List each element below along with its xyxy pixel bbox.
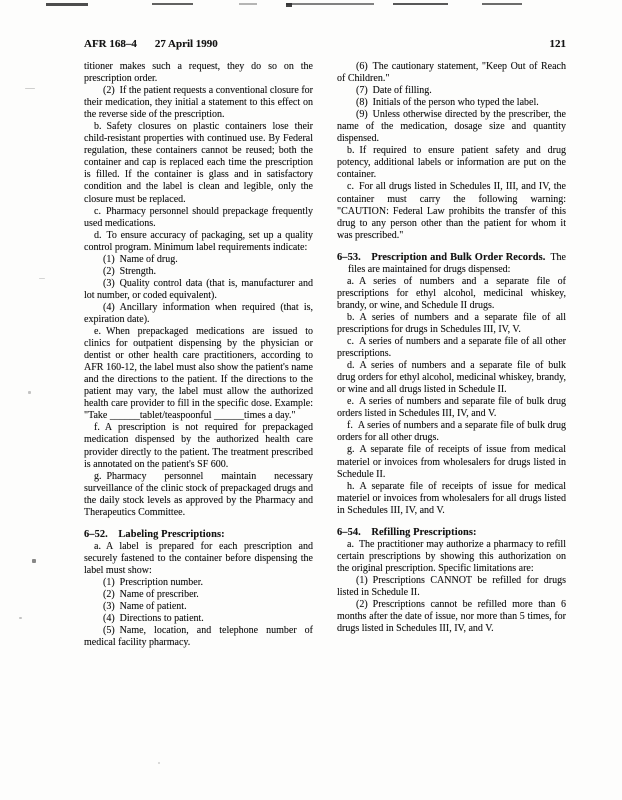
paragraph — [337, 539, 566, 575]
paragraph-text: (1) Prescriptions CANNOT be refilled for drugs listed in Schedule II. — [337, 574, 566, 598]
scan-speck — [32, 559, 36, 563]
paragraph — [84, 278, 313, 302]
heading-text: 6–53. Prescription and Bulk Order Records. — [337, 251, 546, 263]
scan-artifact — [239, 3, 257, 5]
right-column — [337, 61, 566, 649]
paragraph — [84, 541, 313, 577]
paragraph-text: (6) The cautionary statement, "Keep Out of Reach of Children." — [337, 61, 566, 85]
paragraph-text: h. A separate file of receipts of issue for medical materiel or invoices from wholesalers for all drugs listed in Schedules III, IV, and V. — [337, 480, 566, 516]
scan-artifact — [46, 3, 88, 6]
paragraph-text: e. When prepackaged medications are issued to clinics for outpatient dispensing by the physician or dentist or other health care practitioners, according to AFR 160-12, the label must also show the patient's name and the directions to the patient. If the directions to the patient may vary, the label must allow the authorized health care provider to fill in the specific dose. Example: "Take ______tablet/teaspoonful ______times a day." — [84, 326, 313, 422]
paragraph-text: (7) Date of filling. — [356, 85, 432, 97]
paragraph-text: b. A series of numbers and a separate file of all prescriptions for drugs in Schedules III, IV, V. — [337, 311, 566, 335]
scan-speck — [39, 278, 45, 279]
paragraph — [84, 85, 313, 121]
regulation-number: AFR 168–4 — [84, 38, 137, 50]
section-heading — [337, 527, 566, 539]
heading-text: 6–52. Labeling Prescriptions: — [84, 528, 225, 540]
paragraph — [84, 613, 313, 625]
paragraph-text: a. A label is prepared for each prescription and securely fastened to the container before dispensing the label must show: — [84, 540, 313, 576]
paragraph-text: (2) Prescriptions cannot be refilled more than 6 months after the date of issue, nor more than 5 times, for drugs listed in Schedules III, IV, and V. — [337, 599, 566, 635]
paragraph — [337, 599, 566, 635]
paragraph-text: c. For all drugs listed in Schedules II, III, and IV, the container must carry the following warning: "CAUTION: Federal Law prohibits the transfer of this drug to any person other than the patient for whom it was prescribed." — [337, 181, 566, 241]
paragraph — [84, 589, 313, 601]
paragraph-text: c. A series of numbers and a separate file of all other prescriptions. — [337, 336, 566, 360]
paragraph-text: (3) Name of patient. — [103, 601, 187, 613]
paragraph — [337, 360, 566, 396]
paragraph-text: g. A separate file of receipts of issue from medical materiel or invoices from wholesalers for drugs listed in Schedule II. — [337, 444, 566, 480]
paragraph-text: (8) Initials of the person who typed the label. — [356, 97, 539, 109]
paragraph-text: g. Pharmacy personnel maintain necessary surveillance of the clinic stock of prepackaged drugs and the daily stock levels as approved by the Pharmacy and Therapeutics Committee. — [84, 470, 313, 518]
paragraph — [84, 302, 313, 326]
paragraph-text: c. Pharmacy personnel should prepackage frequently used medications. — [84, 205, 313, 229]
paragraph — [84, 254, 313, 266]
paragraph — [84, 61, 313, 85]
paragraph — [337, 444, 566, 480]
section-heading — [84, 529, 313, 541]
paragraph-text: (9) Unless otherwise directed by the prescriber, the name of the medication, dosage size and quantity dispensed. — [337, 109, 566, 145]
paragraph — [84, 625, 313, 649]
header-date: 27 April 1990 — [154, 38, 218, 50]
paragraph — [84, 601, 313, 613]
paragraph-text: (3) Quality control data (that is, manufacturer and lot number, or coded equivalent). — [84, 277, 313, 301]
paragraph-text: (2) Strength. — [103, 265, 157, 277]
heading-text: 6–54. Refilling Prescriptions: — [337, 526, 477, 538]
paragraph — [84, 326, 313, 422]
paragraph — [337, 97, 566, 109]
scan-speck — [158, 762, 160, 764]
paragraph — [337, 61, 566, 85]
two-column-body — [84, 61, 566, 649]
paragraph-text: (2) Name of prescriber. — [103, 589, 199, 601]
paragraph-text: b. Safety closures on plastic containers lose their child-resistant properties with continued use. By Federal regulation, these containers cannot be reused; both the container and cap is replaced each time the prescription is filled. If the container is glass and in satisfactory condition and the label is clean and legible, only the closure must be replaced. — [84, 121, 313, 205]
scan-artifact — [152, 3, 193, 5]
paragraph-text: e. A series of numbers and separate file of bulk drug orders listed in Schedules III, IV, and V. — [337, 396, 566, 420]
paragraph — [337, 312, 566, 336]
paragraph — [337, 396, 566, 420]
paragraph — [337, 420, 566, 444]
paragraph-text: (1) Prescription number. — [103, 576, 203, 588]
paragraph-text: d. To ensure accuracy of packaging, set up a quality control program. Minimum label requirements indicate: — [84, 229, 313, 253]
paragraph — [337, 109, 566, 145]
paragraph — [84, 577, 313, 589]
scan-speck — [25, 88, 35, 89]
scan-speck — [19, 617, 22, 619]
paragraph-text: f. A prescription is not required for prepackaged medication dispensed by the authorized health care provider directly to the patient. The treatment prescribed is annotated on the patient's SF 600. — [84, 422, 313, 470]
paragraph-text: a. The practitioner may authorize a pharmacy to refill certain prescriptions by showing this authorization on the original prescription. Specific limitations are: — [337, 538, 566, 574]
paragraph-text: f. A series of numbers and a separate file of bulk drug orders for all other drugs. — [337, 420, 566, 444]
paragraph-text: a. A series of numbers and a separate file of prescriptions for ethyl alcohol, medicinal whiskey, brandy, or wine, and Schedule II drugs. — [337, 275, 566, 311]
scan-speck — [28, 391, 31, 394]
left-column — [84, 61, 313, 649]
paragraph-text: (5) Name, location, and telephone number of medical facility pharmacy. — [84, 625, 313, 649]
paragraph — [337, 481, 566, 517]
paragraph — [337, 276, 566, 312]
page-number: 121 — [549, 38, 566, 50]
paragraph-text: (2) If the patient requests a conventional closure for their medication, they initial a statement to this effect on the reverse side of the prescription. — [84, 85, 313, 121]
paragraph — [337, 145, 566, 181]
page-header — [84, 38, 566, 50]
paragraph-text: (4) Ancillary information when required (that is, expiration date). — [84, 301, 313, 325]
scan-artifact — [286, 3, 374, 5]
paragraph — [84, 422, 313, 470]
paragraph — [337, 85, 566, 97]
section-heading — [337, 252, 566, 276]
scan-artifact — [482, 3, 522, 5]
paragraph — [337, 336, 566, 360]
paragraph — [84, 266, 313, 278]
paragraph-text: (4) Directions to patient. — [103, 613, 204, 625]
paragraph-text: d. A series of numbers and a separate file of bulk drug orders for ethyl alcohol, medicinal whiskey, brandy, or wine and all drugs listed in Schedule II. — [337, 360, 566, 396]
scan-artifact — [286, 3, 292, 7]
paragraph-text: (1) Name of drug. — [103, 253, 178, 265]
paragraph-text: titioner makes such a request, they do so on the prescription order. — [84, 61, 313, 85]
paragraph — [84, 206, 313, 230]
paragraph — [337, 575, 566, 599]
paragraph — [337, 181, 566, 241]
paragraph-text: The files are maintained for drugs dispensed: — [348, 251, 566, 275]
paragraph — [84, 230, 313, 254]
scan-artifact — [393, 3, 448, 5]
paragraph — [84, 121, 313, 205]
paragraph-text: b. If required to ensure patient safety and drug potency, additional labels or information are put on the container. — [337, 145, 566, 181]
paragraph — [84, 471, 313, 519]
